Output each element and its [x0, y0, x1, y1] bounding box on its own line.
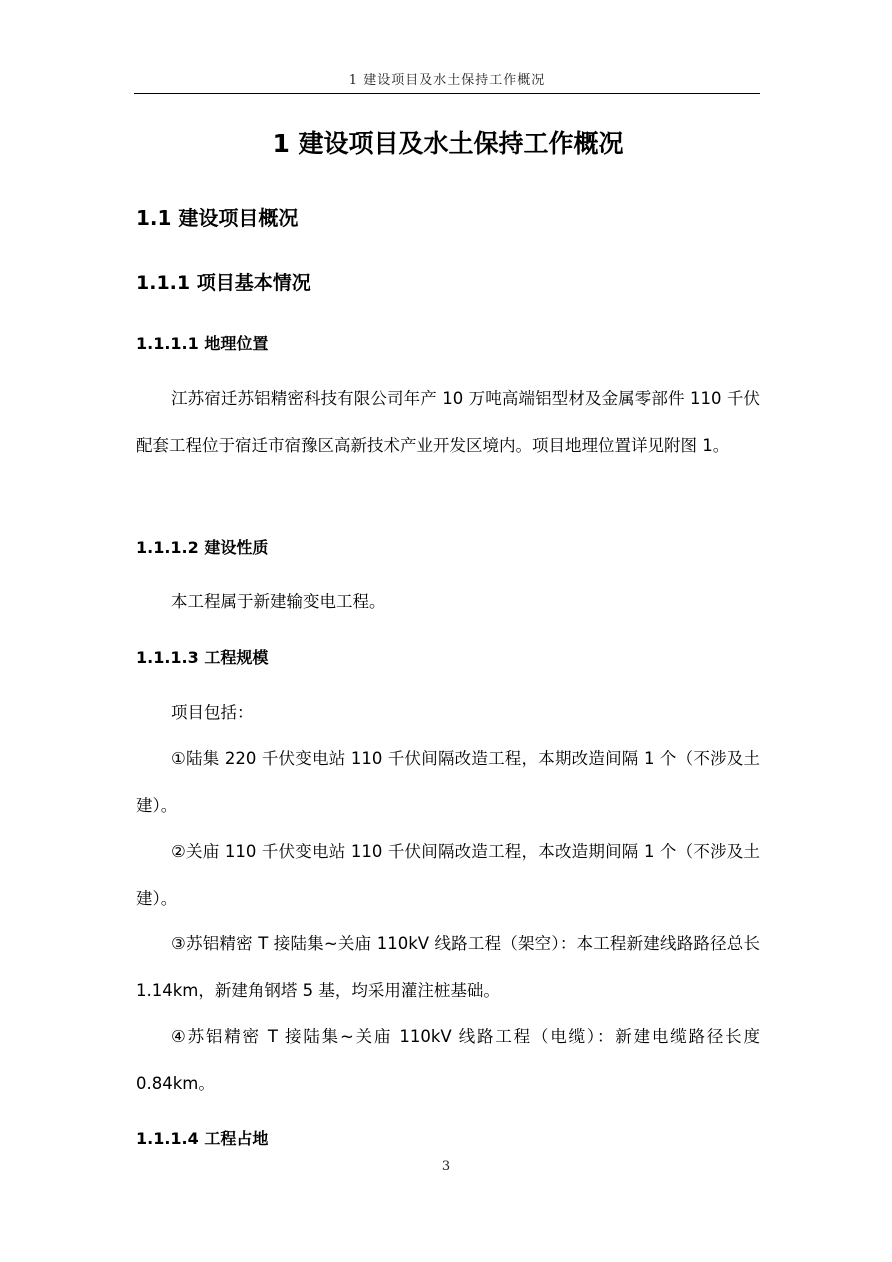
- scale-item-1: ①陆集 220 千伏变电站 110 千伏间隔改造工程，本期改造间隔 1 个（不涉及土建）。: [136, 749, 760, 815]
- subsection-title: 1.1.1 项目基本情况: [136, 272, 311, 294]
- nature-paragraph: 本工程属于新建输变电工程。: [171, 592, 386, 611]
- scale-heading: 1.1.1.3 工程规模: [136, 648, 269, 667]
- land-heading: 1.1.1.4 工程占地: [136, 1129, 269, 1148]
- page-number: 3: [441, 1159, 451, 1174]
- scale-intro: 项目包括：: [171, 703, 254, 722]
- section-title: 1.1 建设项目概况: [136, 206, 299, 230]
- scale-item-3: ③苏铝精密 T 接陆集~关庙 110kV 线路工程（架空）：本工程新建线路路径总长 1.14km，新建角钢塔 5 基，均采用灌注桩基础。: [136, 934, 760, 1000]
- header-rule: [134, 93, 760, 94]
- scale-item-2: ②关庙 110 千伏变电站 110 千伏间隔改造工程，本改造期间隔 1 个（不涉及土建）。: [136, 842, 760, 908]
- location-heading: 1.1.1.1 地理位置: [136, 334, 269, 353]
- running-header: 1 建设项目及水土保持工作概况: [348, 73, 546, 88]
- nature-heading: 1.1.1.2 建设性质: [136, 538, 269, 557]
- location-paragraph: 江苏宿迁苏铝精密科技有限公司年产 10 万吨高端铝型材及金属零部件 110 千伏配套工程位于宿迁市宿豫区高新技术产业开发区境内。项目地理位置详见附图 1。: [136, 389, 760, 455]
- chapter-title: 1 建设项目及水土保持工作概况: [272, 129, 624, 158]
- scale-item-4: ④苏铝精密 T 接陆集~关庙 110kV 线路工程（电缆）：新建电缆路径长度 0.84km。: [136, 1027, 760, 1093]
